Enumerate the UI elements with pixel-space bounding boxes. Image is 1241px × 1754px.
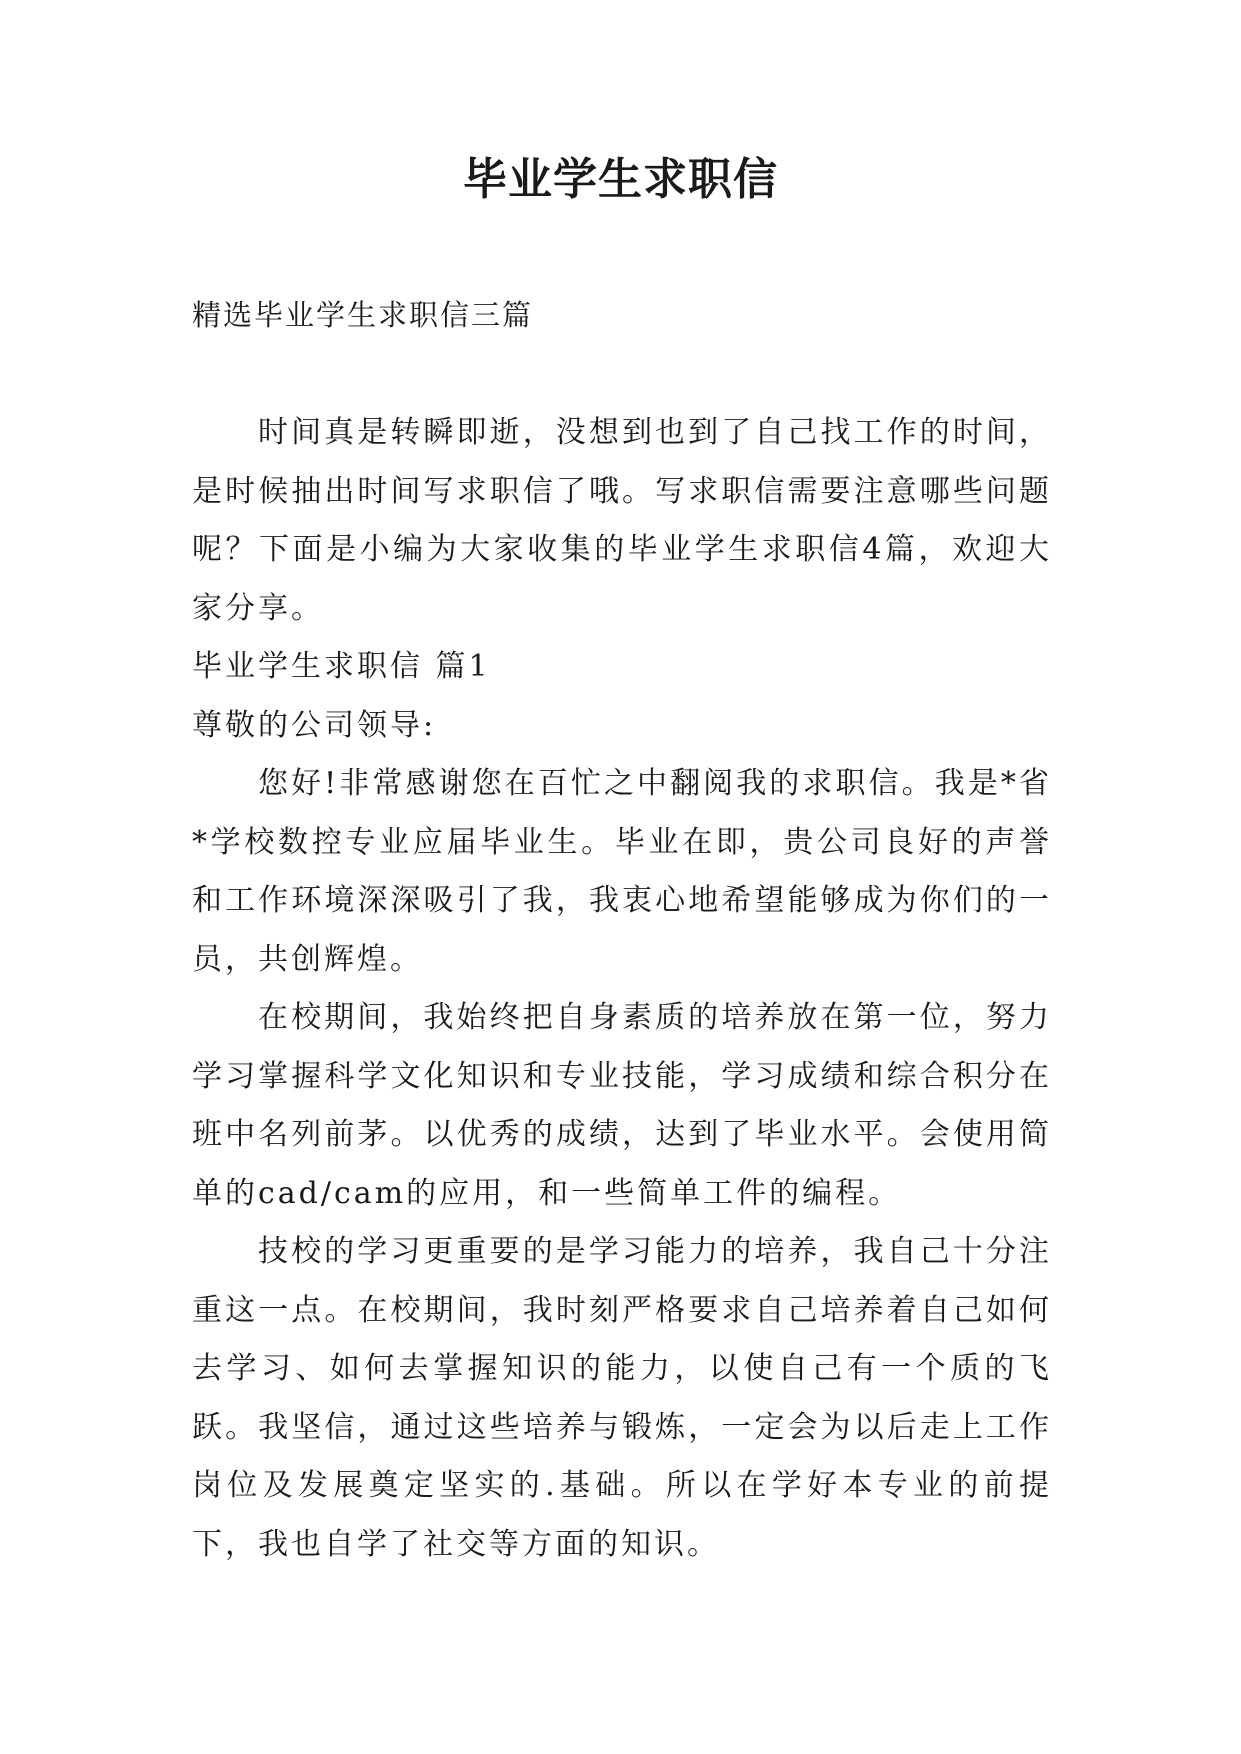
document-body [192,404,1052,1574]
intro-paragraph: 时间真是转瞬即逝，没想到也到了自己找工作的时间，是时候抽出时间写求职信了哦。写求职信需要注意哪些问题呢？下面是小编为大家收集的毕业学生求职信4篇，欢迎大家分享。 [192,415,1052,626]
body-paragraph-2: 在校期间，我始终把自身素质的培养放在第一位，努力学习掌握科学文化知识和专业技能，学习成绩和综合积分在班中名列前茅。以优秀的成绩，达到了毕业水平。会使用简单的cad/cam的应用，和一些简单工件的编程。 [192,1000,1052,1211]
document-title: 毕业学生求职信 [463,154,778,205]
salutation: 尊敬的公司领导: [192,707,437,743]
document-subtitle: 精选毕业学生求职信三篇 [192,298,534,332]
body-paragraph-3: 技校的学习更重要的是学习能力的培养，我自己十分注重这一点。在校期间，我时刻严格要求自己培养着自己如何去学习、如何去掌握知识的能力，以使自己有一个质的飞跃。我坚信，通过这些培养与锻炼，一定会为以后走上工作岗位及发展奠定坚实的.基础。所以在学好本专业的前提下，我也自学了社交等方面的知识。 [192,1234,1052,1562]
body-paragraph-1: 您好!非常感谢您在百忙之中翻阅我的求职信。我是*省*学校数控专业应届毕业生。毕业在即，贵公司良好的声誉和工作环境深深吸引了我，我衷心地希望能够成为你们的一员，共创辉煌。 [192,766,1052,977]
section-heading: 毕业学生求职信 篇1 [192,649,491,684]
